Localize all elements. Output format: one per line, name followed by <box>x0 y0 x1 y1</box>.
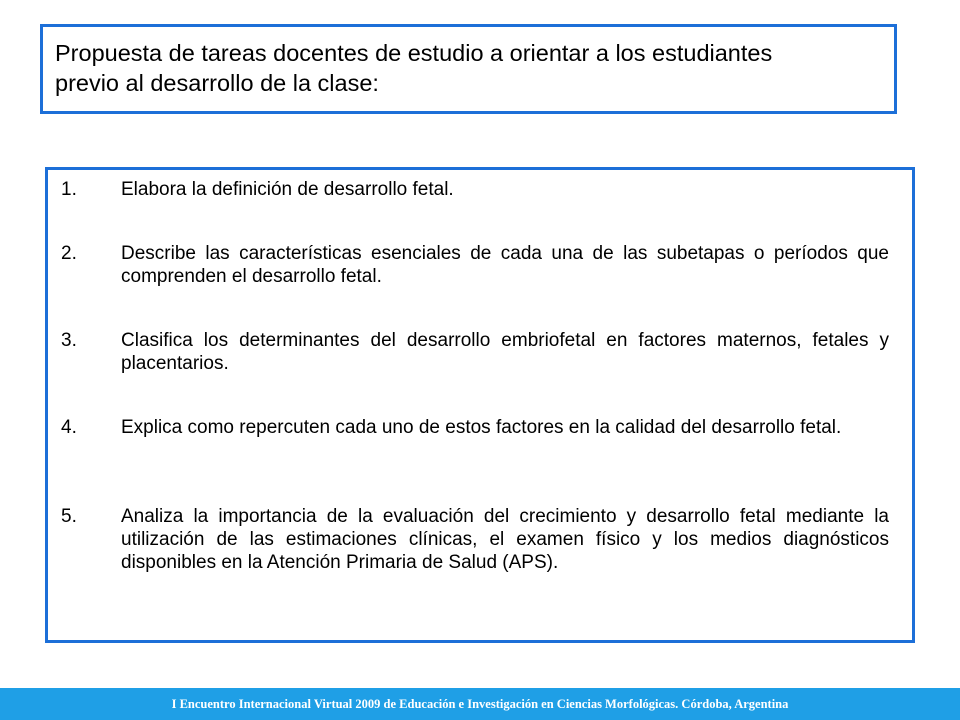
task-text: Analiza la importancia de la evaluación del crecimiento y desarrollo fetal mediante la utilización de las estimaciones clínicas, el examen físico y los medios diagnósticos disponibles en la Atención Primaria de Salud (APS). <box>121 506 889 573</box>
task-number: 1. <box>61 179 77 200</box>
footer-bar <box>0 688 960 720</box>
task-number: 4. <box>61 417 77 438</box>
title-box <box>40 24 897 114</box>
task-text: Elabora la definición de desarrollo fetal. <box>121 179 454 200</box>
task-text: Clasifica los determinantes del desarrollo embriofetal en factores maternos, fetales y placentarios. <box>121 330 889 374</box>
slide-title-line-1: Propuesta de tareas docentes de estudio a orientar a los estudiantes <box>55 40 773 66</box>
footer-text: I Encuentro Internacional Virtual 2009 de Educación e Investigación en Ciencias Morfológicas. Córdoba, Argentina <box>171 697 789 711</box>
task-text: Describe las características esenciales de cada una de las subetapas o períodos que comprenden el desarrollo fetal. <box>121 243 889 287</box>
task-number: 3. <box>61 330 77 351</box>
slide-title-line-2: previo al desarrollo de la clase: <box>55 70 379 96</box>
task-number: 5. <box>61 506 77 527</box>
task-text: Explica como repercuten cada uno de estos factores en la calidad del desarrollo fetal. <box>121 417 842 438</box>
task-number: 2. <box>61 243 77 264</box>
task-list-box <box>45 167 915 643</box>
slide-title <box>55 38 884 98</box>
